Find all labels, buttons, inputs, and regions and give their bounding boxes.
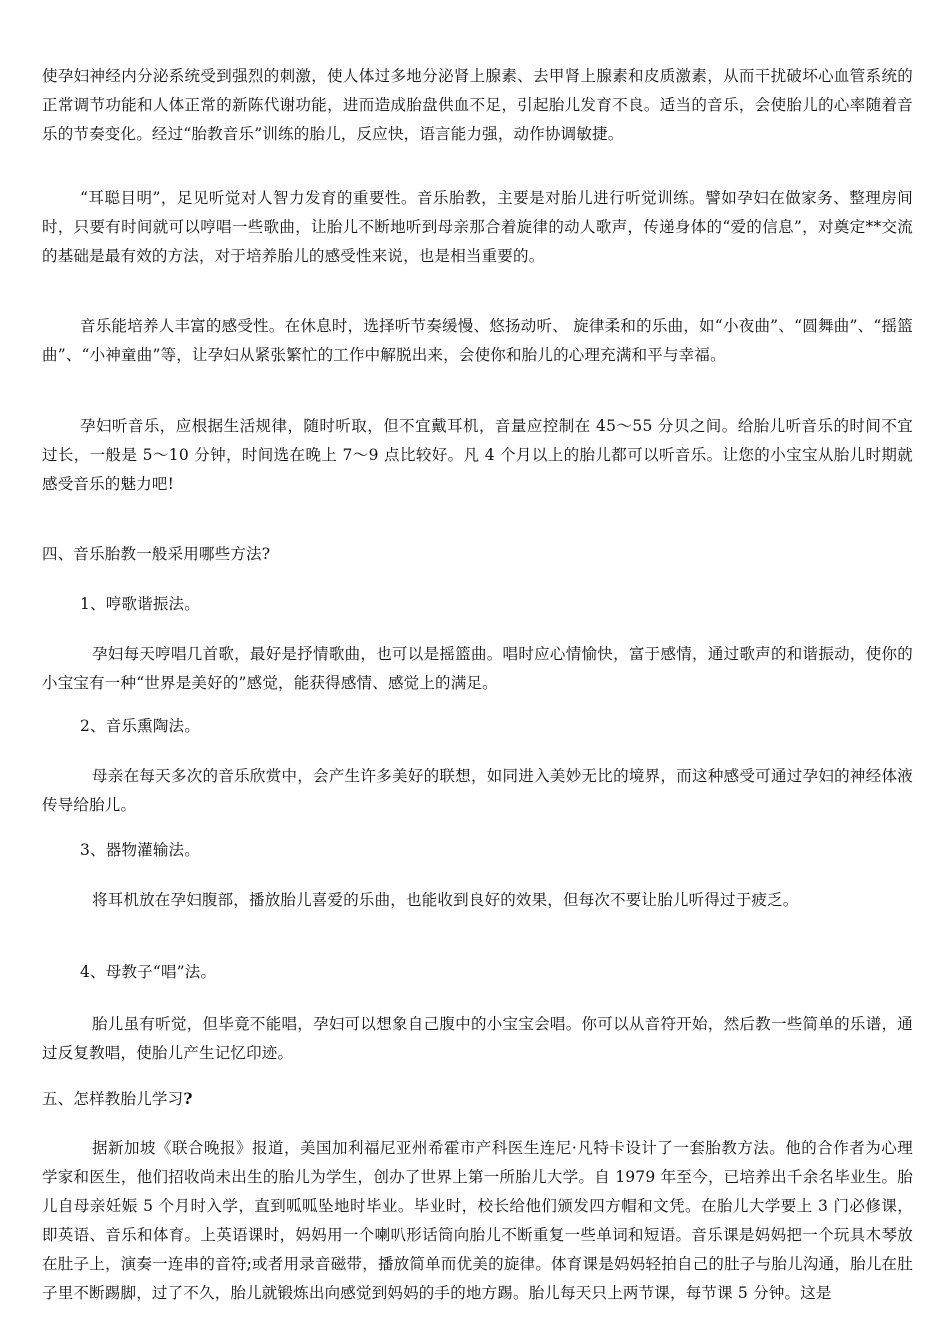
section-heading-methods: 四、音乐胎教一般采用哪些方法? [42, 545, 271, 563]
paragraph-stress-effects: 使孕妇神经内分泌系统受到强烈的刺激，使人体过多地分泌肾上腺素、去甲肾上腺素和皮质激素，从而干扰破坏心血管系统的正常调节功能和人体正常的新陈代谢功能，进而造成胎盘供血不足，引起胎儿发育不良。适当的音乐，会使胎儿的心率随着音乐的节奏变化。经过“胎教音乐”训练的胎儿，反应快，语言能力强，动作协调敏捷。 [42, 67, 913, 143]
method-title-music-nurture: 2、音乐熏陶法。 [80, 717, 200, 735]
paragraph-music-sensitivity: 音乐能培养人丰富的感受性。在休息时，选择听节奏缓慢、悠扬动听、 旋律柔和的乐曲，如“小夜曲”、“圆舞曲”、“摇篮曲”、“小神童曲”等，让孕妇从紧张繁忙的工作中解脱出来，会使你和胎儿的心理充满和平与幸福。 [42, 317, 913, 364]
method-title-device: 3、器物灌输法。 [80, 841, 200, 859]
method-body-music-nurture: 母亲在每天多次的音乐欣赏中，会产生许多美好的联想，如同进入美妙无比的境界，而这种感受可通过孕妇的神经体液传导给胎儿。 [42, 767, 913, 814]
method-title-mother-sing: 4、母教子“唱”法。 [80, 963, 217, 981]
method-title-humming: 1、哼歌谐振法。 [80, 595, 200, 613]
method-body-humming: 孕妇每天哼唱几首歌，最好是抒情歌曲，也可以是摇篮曲。唱时应心情愉快，富于感情，通过歌声的和谐振动，使你的小宝宝有一种“世界是美好的”感觉，能获得感情、感觉上的满足。 [42, 645, 913, 692]
paragraph-hearing-training: “耳聪目明”，足见听觉对人智力发育的重要性。音乐胎教，主要是对胎儿进行听觉训练。譬如孕妇在做家务、整理房间时，只要有时间就可以哼唱一些歌曲，让胎儿不断地听到母亲那合着旋律的动人歌声，传递身体的“爱的信息”，对奠定**交流的基础是最有效的方法，对于培养胎儿的感受性来说，也是相当重要的。 [42, 189, 913, 265]
section-heading-learning-text: 五、怎样教胎儿学习 [42, 1090, 184, 1108]
paragraph-listening-guidelines: 孕妇听音乐，应根据生活规律，随时听取，但不宜戴耳机，音量应控制在 45～55 分贝之间。给胎儿听音乐的时间不宜过长，一般是 5～10 分钟，时间选在晚上 7～9 点比较好。凡 4 个月以上的胎儿都可以听音乐。让您的小宝宝从胎儿时期就感受音乐的魅力吧! [42, 417, 913, 493]
method-body-mother-sing: 胎儿虽有听觉，但毕竟不能唱，孕妇可以想象自己腹中的小宝宝会唱。你可以从音符开始，然后教一些简单的乐谱，通过反复教唱，使胎儿产生记忆印迹。 [42, 1015, 913, 1062]
method-body-device: 将耳机放在孕妇腹部，播放胎儿喜爱的乐曲，也能收到良好的效果，但每次不要让胎儿听得过于疲乏。 [92, 891, 799, 909]
section-heading-learning-mark: ? [183, 1089, 193, 1108]
paragraph-fetal-university: 据新加坡《联合晚报》报道，美国加利福尼亚州希霍市产科医生连尼·凡特卡设计了一套胎教方法。他的合作者为心理学家和医生，他们招收尚未出生的胎儿为学生，创办了世界上第一所胎儿大学。自 1979 年至今，已培养出千余名毕业生。胎儿自母亲妊娠 5 个月时入学，直到呱呱坠地时毕业。毕业时，校长给他们颁发四方帽和文凭。在胎儿大学要上 3 门必修课，即英语、音乐和体育。上英语课时，妈妈用一个喇叭形话筒向胎儿不断重复一些单词和短语。音乐课是妈妈把一个玩具木琴放在肚子上，演奏一连串的音符;或者用录音磁带，播放简单而优美的旋律。体育课是妈妈轻拍自己的肚子与胎儿沟通，胎儿在肚子里不断踢脚，过了不久，胎儿就锻炼出向感觉到妈妈的手的地方踢。胎儿每天只上两节课，每节课 5 分钟。这是 [42, 1139, 913, 1302]
section-heading-learning [42, 1084, 913, 1114]
